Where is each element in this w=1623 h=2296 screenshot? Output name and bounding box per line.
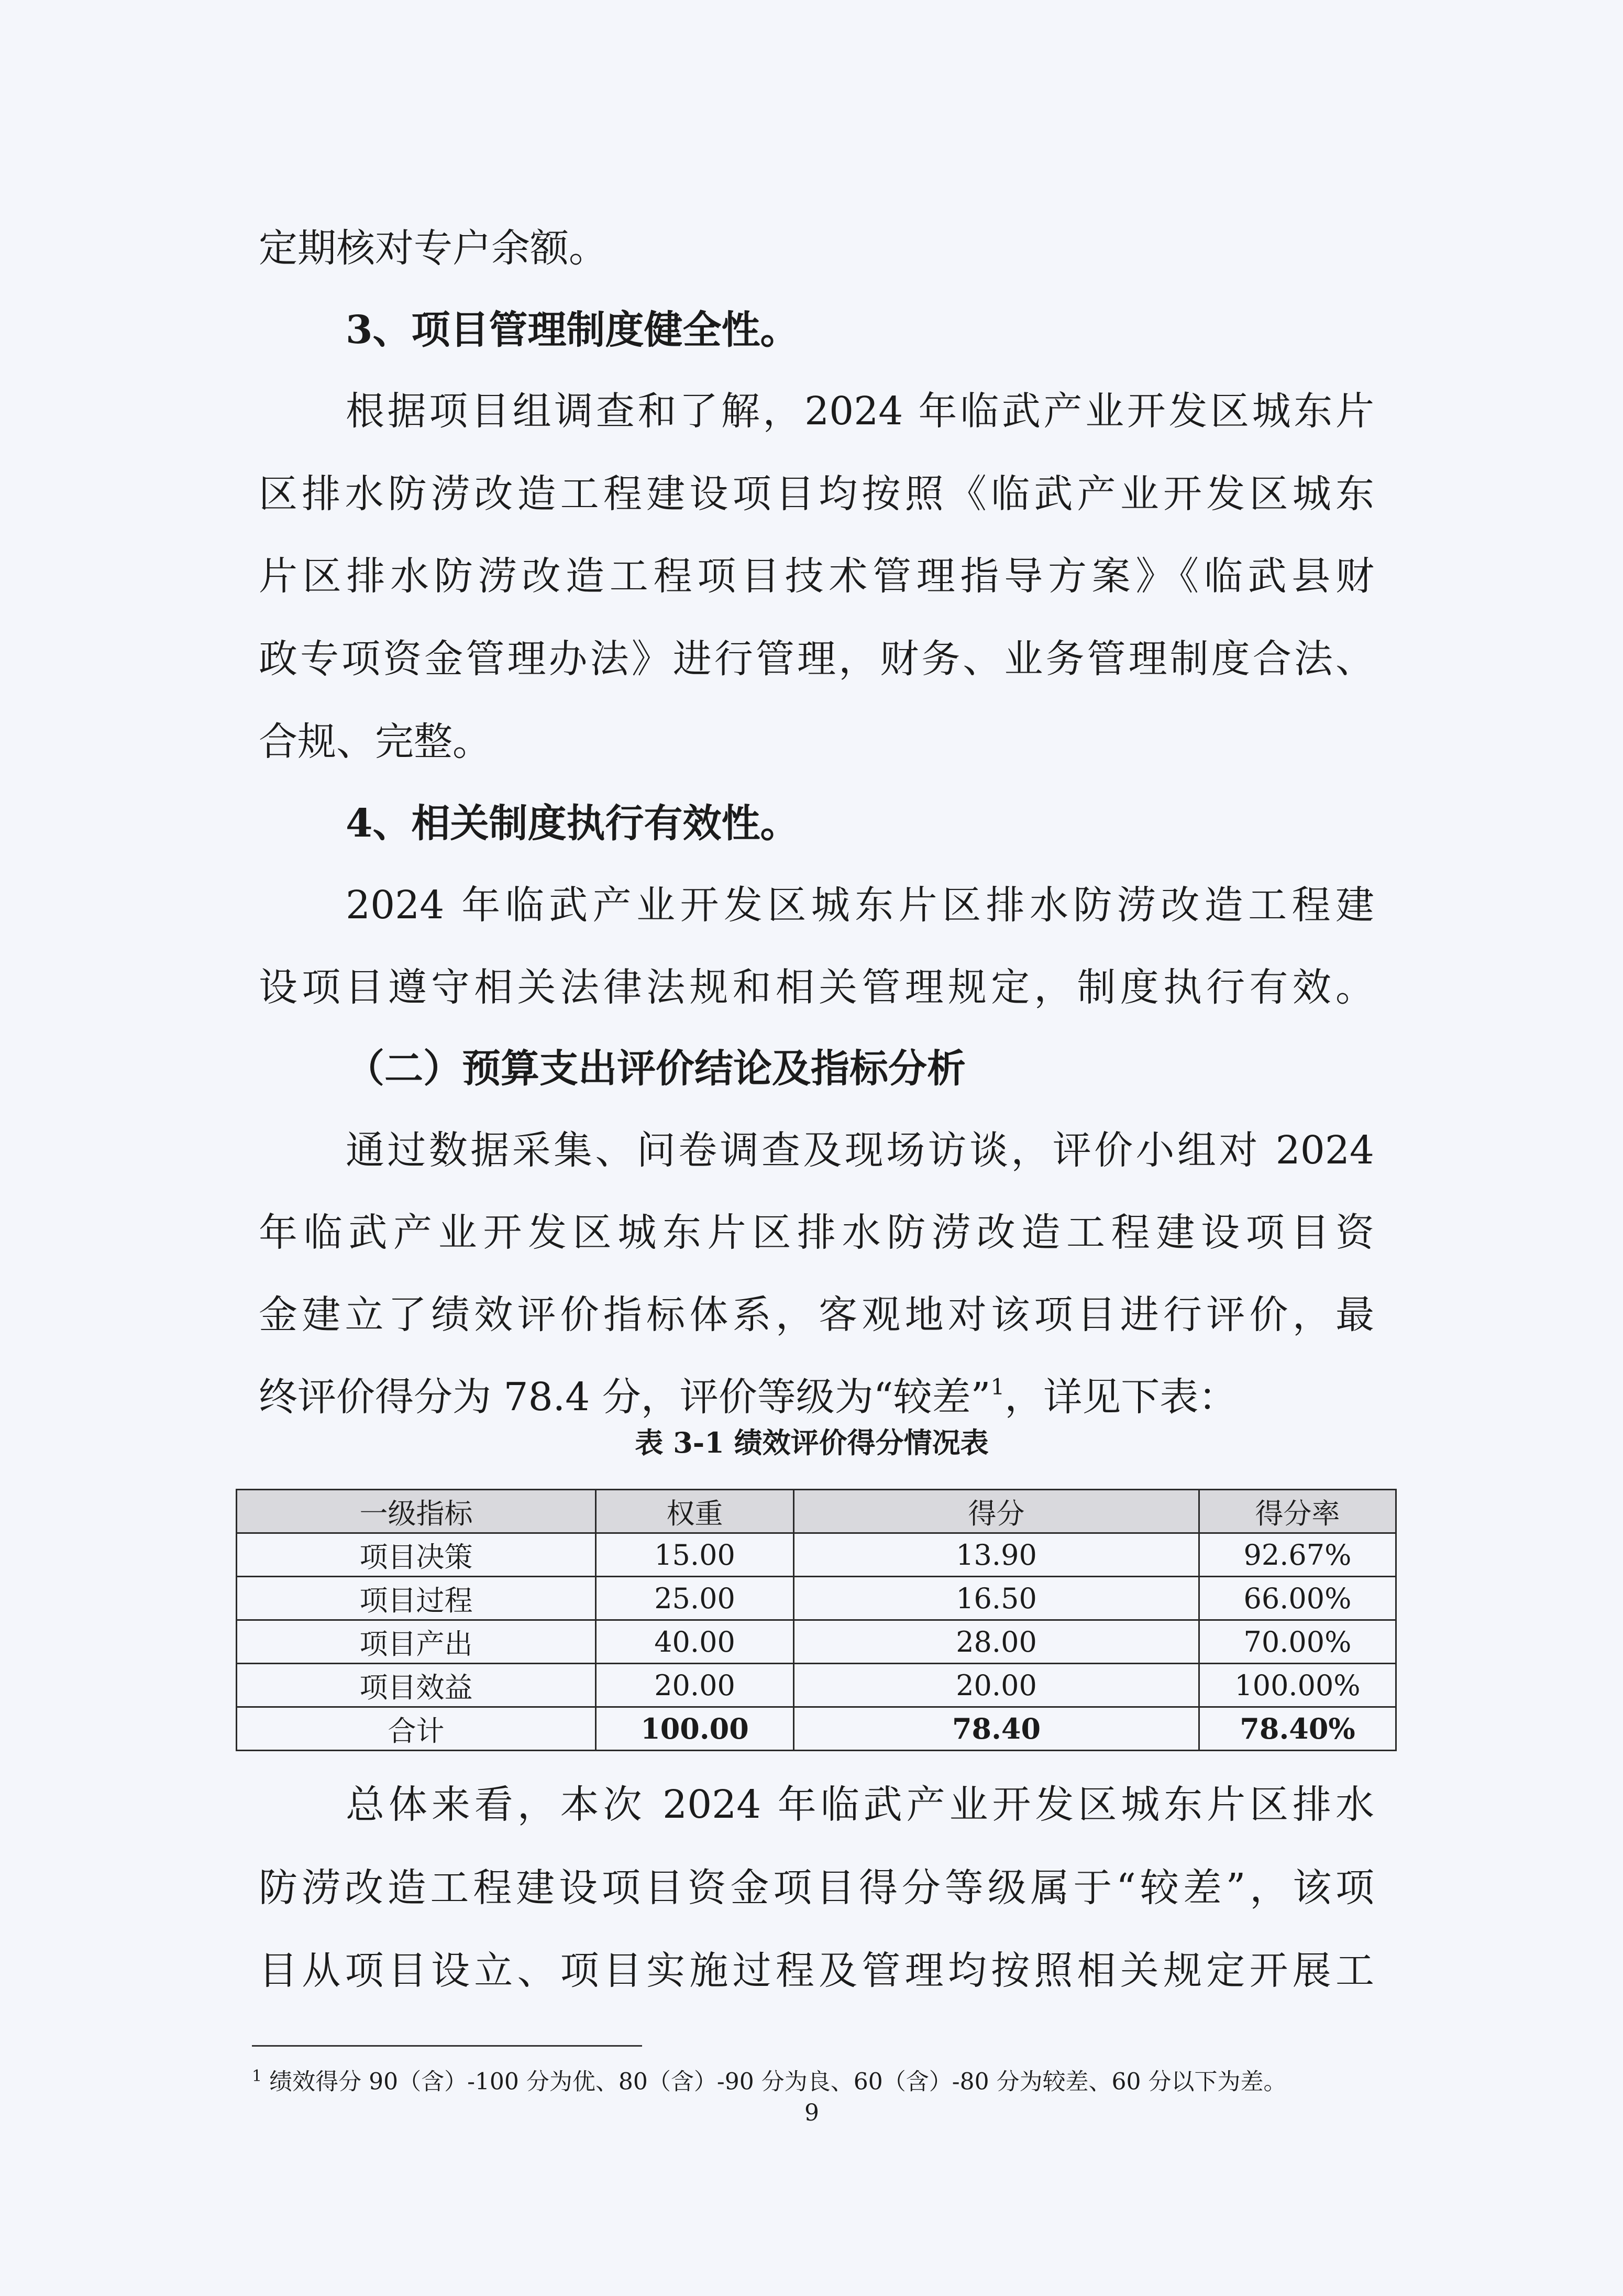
table-cell: 项目决策	[237, 1533, 596, 1577]
paragraph-line: 定期核对专户余额。	[259, 226, 608, 271]
table-cell: 15.00	[596, 1533, 794, 1577]
table-cell: 项目效益	[237, 1664, 596, 1707]
footnote-text: 绩效得分 90（含）-100 分为优、80（含）-90 分为良、60（含）-80 分为较差、60 分以下为差。	[269, 2068, 1287, 2095]
table-cell: 100.00	[596, 1707, 794, 1751]
footnote-divider	[252, 2045, 642, 2047]
footnote	[252, 2061, 1404, 2095]
page-number: 9	[804, 2100, 819, 2126]
table-cell: 40.00	[596, 1620, 794, 1664]
table-cell: 28.00	[794, 1620, 1199, 1664]
paragraph-text: 终评价得分为 78.4 分，评价等级为“较差”	[259, 1375, 991, 1420]
section-heading-4: 4、相关制度执行有效性。	[346, 801, 799, 846]
footnote-reference[interactable]: 1	[990, 1374, 1005, 1400]
paragraph-line: 政专项资金管理办法》进行管理，财务、业务管理制度合法、	[259, 636, 1374, 682]
paragraph-line: 合规、完整。	[259, 719, 491, 764]
table-cell: 13.90	[794, 1533, 1199, 1577]
paragraph-line: 金建立了绩效评价指标体系，客观地对该项目进行评价，最	[259, 1292, 1374, 1337]
table-cell: 项目过程	[237, 1577, 596, 1620]
paragraph-line: 总体来看，本次 2024 年临武产业开发区城东片区排水	[346, 1782, 1374, 1827]
paragraph-line: 目从项目设立、项目实施过程及管理均按照相关规定开展工	[259, 1948, 1374, 1993]
table-cell: 66.00%	[1199, 1577, 1396, 1620]
table-row	[237, 1664, 1396, 1707]
table-cell: 合计	[237, 1707, 596, 1751]
table-cell: 项目产出	[237, 1620, 596, 1664]
paragraph-line: 防涝改造工程建设项目资金项目得分等级属于“较差”，该项	[259, 1865, 1374, 1910]
paragraph-line: 设项目遵守相关法律法规和相关管理规定，制度执行有效。	[259, 965, 1374, 1010]
table-cell: 100.00%	[1199, 1664, 1396, 1707]
table-cell: 78.40	[794, 1707, 1199, 1751]
table-cell: 20.00	[596, 1664, 794, 1707]
paragraph-line: 通过数据采集、问卷调查及现场访谈，评价小组对 2024	[346, 1128, 1374, 1173]
table-cell: 78.40%	[1199, 1707, 1396, 1751]
paragraph-line: 片区排水防涝改造工程项目技术管理指导方案》《临武县财	[259, 554, 1374, 599]
table-row	[237, 1533, 1396, 1577]
column-header: 得分率	[1199, 1490, 1396, 1533]
paragraph-line: 2024 年临武产业开发区城东片区排水防涝改造工程建	[346, 883, 1374, 928]
table-row	[237, 1620, 1396, 1664]
column-header: 一级指标	[237, 1490, 596, 1533]
table-total-row	[237, 1707, 1396, 1751]
paragraph-line: 区排水防涝改造工程建设项目均按照《临武产业开发区城东	[259, 471, 1374, 517]
table-cell: 16.50	[794, 1577, 1199, 1620]
table-cell: 92.67%	[1199, 1533, 1396, 1577]
paragraph-line	[259, 1371, 1374, 1423]
table-cell: 20.00	[794, 1664, 1199, 1707]
column-header: 得分	[794, 1490, 1199, 1533]
section-heading-3: 3、项目管理制度健全性。	[346, 307, 799, 353]
table-cell: 25.00	[596, 1577, 794, 1620]
paragraph-text: ，详见下表：	[1004, 1375, 1238, 1420]
table-caption: 表 3-1 绩效评价得分情况表	[635, 1426, 989, 1459]
score-table	[236, 1489, 1397, 1751]
column-header: 权重	[596, 1490, 794, 1533]
section-heading-budget-evaluation: （二）预算支出评价结论及指标分析	[346, 1046, 966, 1091]
footnote-mark: 1	[252, 2067, 262, 2085]
paragraph-line: 根据项目组调查和了解，2024 年临武产业开发区城东片	[346, 389, 1374, 434]
table-cell: 70.00%	[1199, 1620, 1396, 1664]
table-row	[237, 1577, 1396, 1620]
table-header-row	[237, 1490, 1396, 1533]
paragraph-line: 年临武产业开发区城东片区排水防涝改造工程建设项目资	[259, 1210, 1374, 1255]
